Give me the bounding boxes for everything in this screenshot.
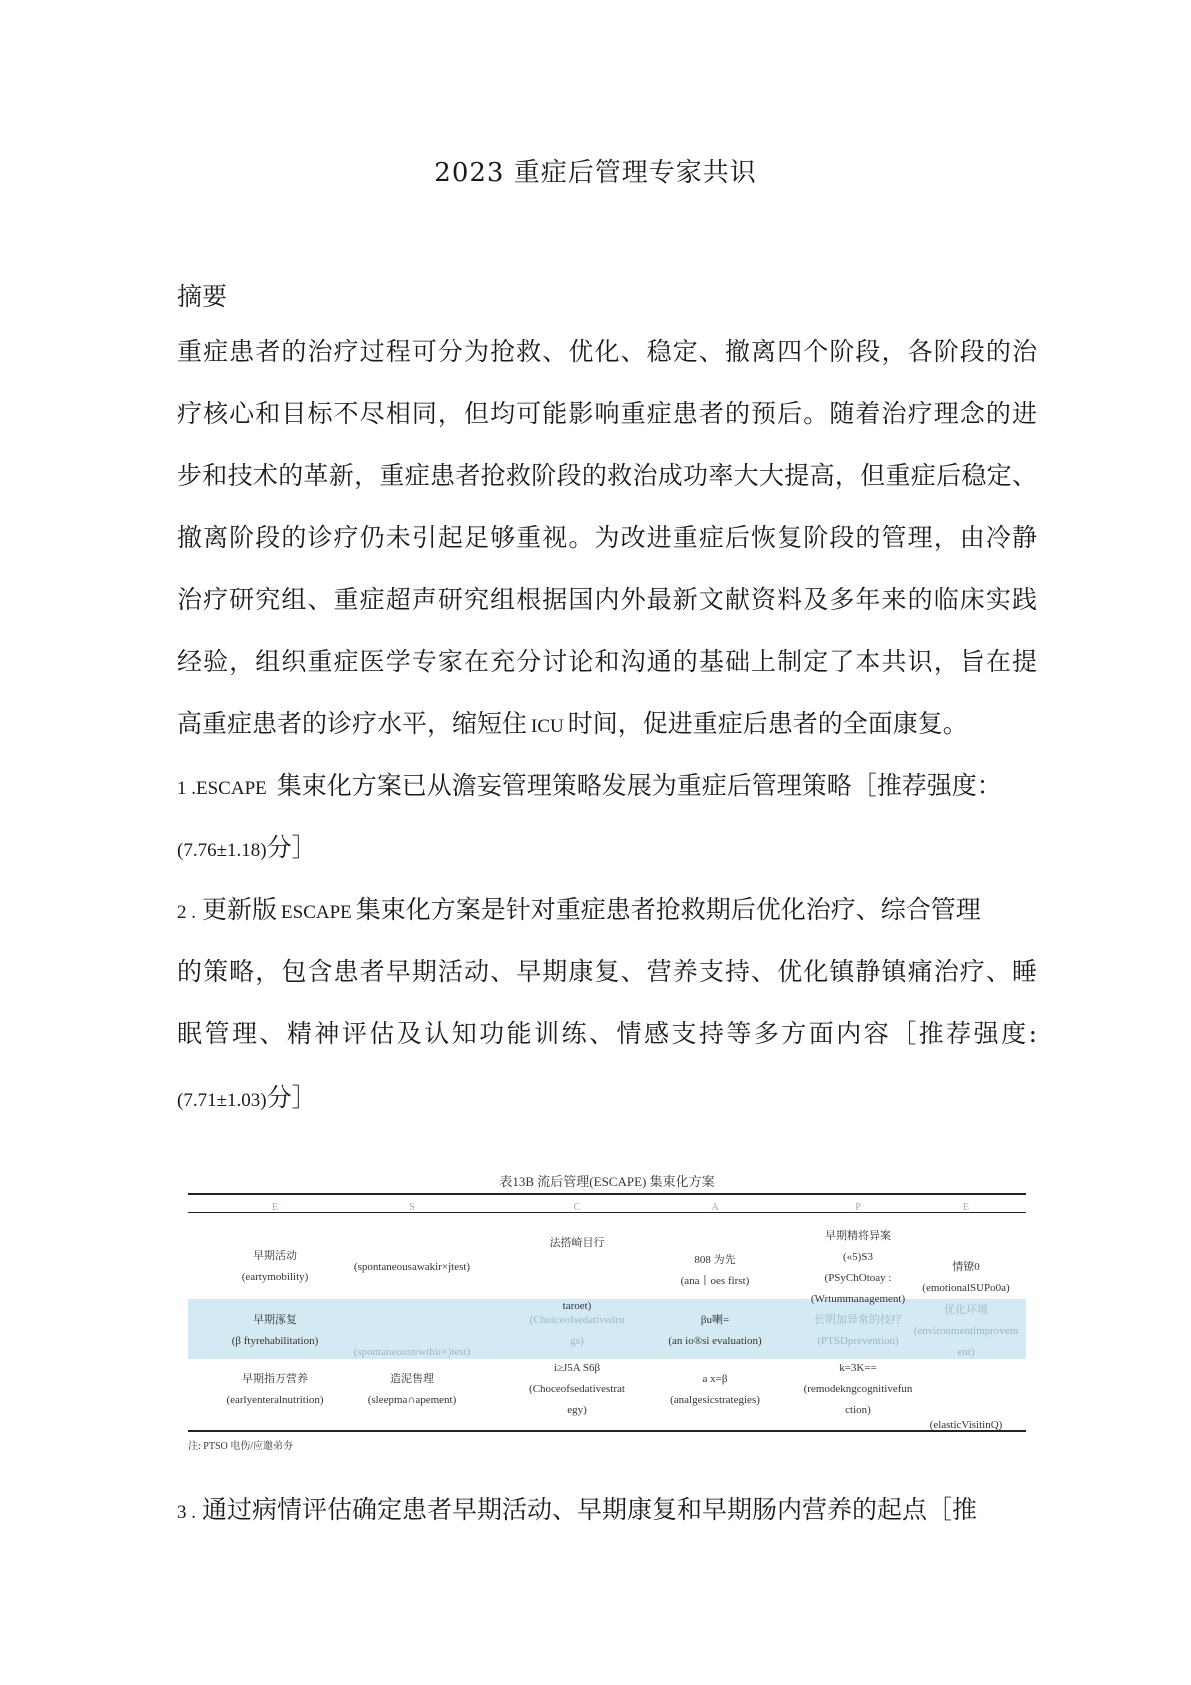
table-cell <box>640 1310 790 1352</box>
table-cell-line: («5)S3 <box>843 1251 873 1263</box>
table-cell <box>502 1358 652 1421</box>
icu-abbr: ICU <box>531 716 564 737</box>
score: (7.71±1.03) <box>177 1090 267 1111</box>
table-cell-line: 长明加异常的技疗 <box>814 1314 902 1326</box>
table-cell <box>337 1300 487 1363</box>
table-cell <box>200 1246 350 1288</box>
table-cell-line: (an io®si evaluation) <box>668 1335 762 1347</box>
table-cell-line: egy) <box>567 1404 587 1416</box>
table-cell <box>502 1310 652 1352</box>
table-cell-line: (elasticVisitinQ) <box>929 1419 1003 1431</box>
table-cell-line: E <box>271 1202 279 1213</box>
table-cell-line <box>891 1373 1041 1394</box>
abstract-line: 重症患者的治疗过程可分为抢救、优化、稳定、撤离四个阶段，各阶段的治 <box>177 337 1037 366</box>
table-cell-line: (PTSDprevention) <box>817 1335 899 1347</box>
table-header-cell <box>200 1197 350 1218</box>
table-cell-line: (PSyChOtoay : <box>824 1272 892 1284</box>
table-cell-line: (environmentimprovem <box>913 1325 1019 1337</box>
item-text: 集束化方案已从澹妄管理策略发展为重症后管理策略［推荐强度： <box>276 771 1002 800</box>
table-cell-line: 早期指万营养 <box>242 1373 308 1385</box>
recommendation-3 <box>177 1494 1037 1529</box>
table-cell-line <box>891 1394 1041 1415</box>
abstract-line: 撤离阶段的诊疗仍未引起足够重视。为改进重症后恢复阶段的管理，由冷静 <box>177 523 1037 552</box>
table-cell-line: k=3K== <box>839 1362 877 1374</box>
abstract-line: 疗核心和目标不尽相同，但均可能影响重症患者的预后。随着治疗理念的进 <box>177 399 1037 428</box>
table-cell-line: 法搭崎目行 <box>549 1237 605 1249</box>
abstract-line: 步和技术的革新，重症患者抢救阶段的救治成功率大大提高，但重症后稳定、 <box>177 461 1037 490</box>
table-cell-line: i≥J5A S6β <box>553 1362 601 1374</box>
recommendation-1 <box>177 770 1037 805</box>
table-cell-line: (ana丨oes first) <box>680 1275 750 1287</box>
table-cell-line: a x=β <box>702 1373 728 1385</box>
score: (7.76±1.18) <box>177 840 267 861</box>
table-cell-line: (β ftyrehabilitation) <box>231 1335 319 1347</box>
table-cell <box>200 1369 350 1411</box>
abstract-text: 高重症患者的诊疗水平，缩短住 <box>177 709 528 738</box>
table-cell-line: 早期涿复 <box>253 1314 297 1326</box>
item-number: 2 . <box>177 902 196 923</box>
table-cell-line: (spontaneoustrwthir×)test) <box>353 1346 471 1358</box>
recommendation-2-line: 的策略，包含患者早期活动、早期康复、营养支持、优化镇静镇痛治疗、睡 <box>177 957 1037 986</box>
table-cell-line: (Choceofsedativestrat <box>529 1383 625 1395</box>
table-cell-line: (sleepma∩apement) <box>367 1394 457 1406</box>
table-cell <box>337 1369 487 1411</box>
abstract-line: 治疗研究组、重症超声研究组根据国内外最新文献资料及多年来的临床实践 <box>177 585 1037 614</box>
abstract-line-last <box>177 708 1037 743</box>
item-number: 1 . <box>177 778 196 799</box>
recommendation-1-score <box>177 832 1037 867</box>
table-header-cell <box>891 1197 1041 1218</box>
table-cell-line: (remodekngcognitivefun <box>803 1383 913 1395</box>
table-cell-line: 早期活动 <box>253 1250 297 1262</box>
item-number: 3 . <box>177 1502 196 1523</box>
table-cell <box>640 1369 790 1411</box>
abstract-line: 经验，组织重症医学专家在充分讨论和沟通的基础上制定了本共识，旨在提 <box>177 647 1037 676</box>
abstract-text: 时间，促进重症后患者的全面康复。 <box>567 709 968 738</box>
table-cell-line: 造泥售理 <box>390 1373 434 1385</box>
table-cell-line: taroet) <box>562 1300 592 1312</box>
table-cell-line: E <box>962 1202 970 1213</box>
table-cell <box>640 1250 790 1292</box>
table-cell-line: (emotionalSUPo0a) <box>922 1282 1010 1294</box>
table-cell-line <box>891 1352 1041 1373</box>
item-text: 通过病情评估确定患者早期活动、早期康复和早期肠内营养的起点［推 <box>202 1495 978 1524</box>
item-text: 集束化方案是针对重症患者抢救期后优化治疗、综合管理 <box>355 895 981 924</box>
recommendation-2 <box>177 894 1037 929</box>
table-top-rule <box>188 1193 1026 1195</box>
recommendation-2-score <box>177 1082 1037 1117</box>
recommendation-2-line: 眠管理、精神评估及认知功能训练、情感支持等多方面内容［推荐强度: <box>177 1019 1037 1048</box>
table-cell-line: ent) <box>957 1346 975 1358</box>
table-caption: 表13B 流后管理(ESCAPE) 集束化方案 <box>499 1174 715 1189</box>
abstract-heading: 摘要 <box>177 282 228 311</box>
table-cell-line: P <box>855 1202 861 1213</box>
table-cell-line: 早期精将异案 <box>825 1230 891 1242</box>
page-title: 2023 重症后管理专家共识 <box>434 158 757 188</box>
table-cell-line: 808 为先 <box>694 1254 736 1266</box>
table-cell-line: C <box>573 1202 581 1213</box>
table-cell-line: (eartymobility) <box>241 1271 309 1283</box>
table-cell-line: A <box>711 1202 719 1213</box>
table-cell-line: 情镣0 <box>952 1261 980 1273</box>
table-cell-line: (Choiceofsedativedru <box>529 1314 625 1326</box>
table-header-cell <box>640 1197 790 1218</box>
score-suffix: 分］ <box>266 1083 317 1112</box>
table-cell-line <box>502 1275 652 1296</box>
table-cell-line: (Wrtummanagement) <box>810 1293 906 1305</box>
table-cell <box>200 1310 350 1352</box>
table-cell-line <box>502 1254 652 1275</box>
table-cell-line: gs) <box>570 1335 584 1347</box>
table-cell <box>891 1352 1041 1436</box>
table-cell-line: (earlyenteralnutrition) <box>226 1394 324 1406</box>
table-note: 注: PTSO 电伤/应邀弟夯 <box>188 1441 294 1452</box>
table-cell-line: S <box>409 1202 415 1213</box>
table-cell-line: ction) <box>845 1404 871 1416</box>
table-cell <box>502 1233 652 1317</box>
table-cell <box>337 1257 487 1278</box>
escape-code: ESCAPE <box>281 902 352 923</box>
table-header-cell <box>502 1197 652 1218</box>
table-header-cell <box>337 1197 487 1218</box>
score-suffix: 分］ <box>266 833 317 862</box>
table-cell-line <box>337 1300 487 1321</box>
table-cell-line <box>337 1321 487 1342</box>
table-cell <box>891 1257 1041 1299</box>
table-cell-line: (spontaneousawakir×jtest) <box>353 1261 471 1273</box>
item-text: 更新版 <box>202 895 278 924</box>
escape-code: ESCAPE <box>196 778 267 799</box>
table-cell-line: 优化环境 <box>944 1304 988 1316</box>
table-cell-line: βu喇= <box>700 1314 730 1326</box>
table-cell-line: (analgesicstrategies) <box>670 1394 760 1406</box>
